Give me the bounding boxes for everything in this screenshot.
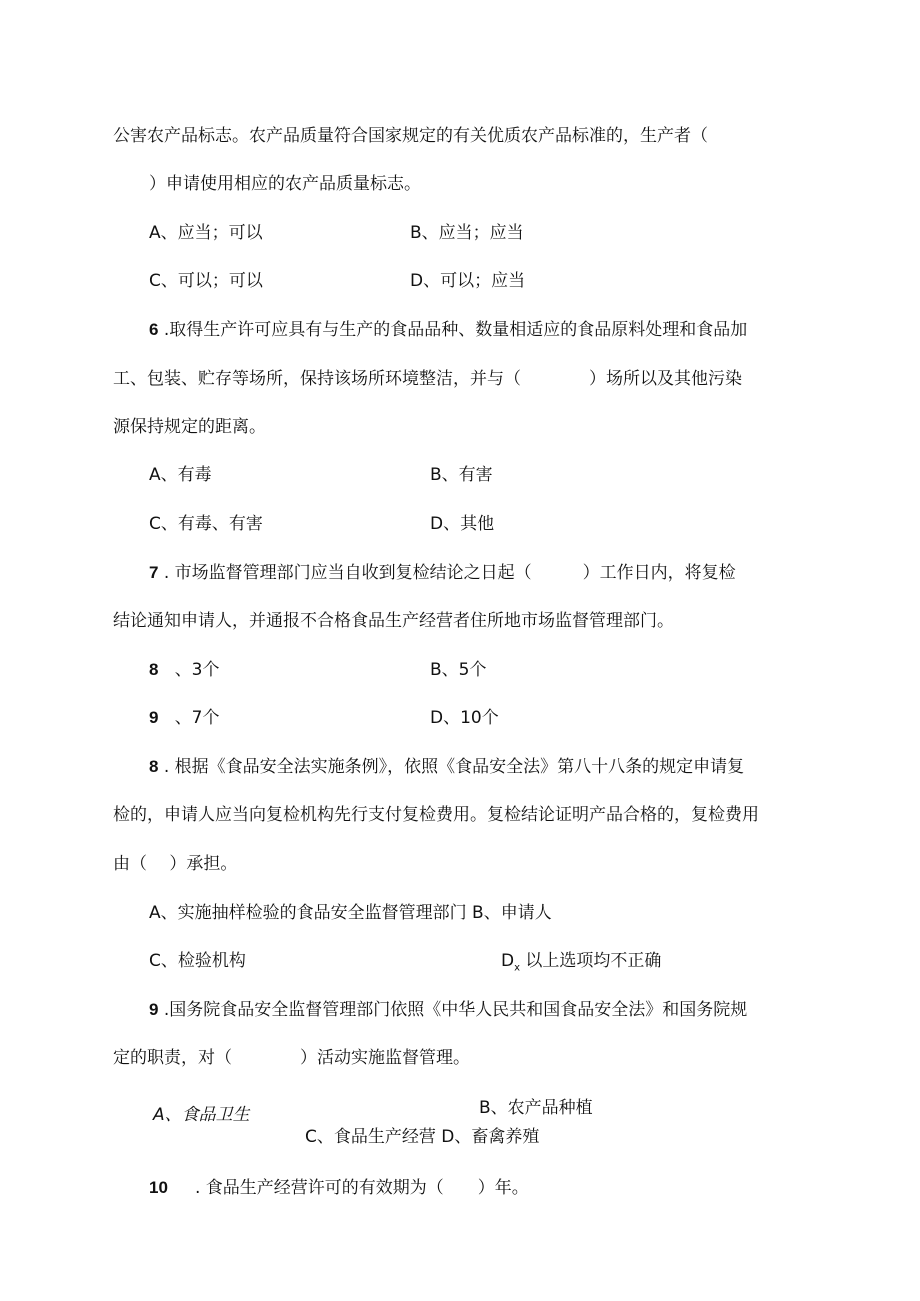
q10-text-1: . 食品生产经营许可的有效期为（ ）年。: [194, 1178, 529, 1198]
q9-line-1: [149, 998, 747, 1022]
q8-line-1: [149, 755, 744, 779]
q7-number: 7: [149, 563, 159, 582]
q8-option-a-b: A、实施抽样检验的食品安全监督管理部门 B、申请人: [149, 903, 552, 923]
q8-option-d: [501, 949, 661, 980]
q7-text-1: . 市场监督管理部门应当自收到复检结论之日起（ ）工作日内，将复检: [163, 563, 736, 583]
q8-text-1: . 根据《食品安全法实施条例》，依照《食品安全法》第八十八条的规定申请复: [163, 757, 745, 777]
q5-option-c: C、可以；可以: [149, 271, 263, 291]
q5-line-1: 公害农产品标志。农产品质量符合国家规定的有关优质农产品标准的，生产者（: [113, 126, 708, 146]
q8-line-3: 由（ ）承担。: [113, 854, 238, 874]
q7-option-c: [149, 706, 220, 730]
q7-option-b: B、5个: [430, 660, 487, 680]
q8-option-d-letter: D: [501, 951, 515, 971]
q8-option-c: C、检验机构: [149, 951, 246, 971]
q8-line-2: 检的，申请人应当向复检机构先行支付复检费用。复检结论证明产品合格的，复检费用: [113, 805, 759, 825]
q6-text-1: .取得生产许可应具有与生产的食品品种、数量相适应的食品原料处理和食品加: [163, 320, 748, 340]
q5-option-a: A、应当；可以: [149, 223, 263, 243]
q5-option-b: B、应当；应当: [410, 223, 524, 243]
q10-number: 10: [149, 1178, 168, 1197]
q6-number: 6: [149, 320, 159, 339]
q8-number: 8: [149, 757, 159, 776]
q9-text-1: .国务院食品安全监督管理部门依照《中华人民共和国食品安全法》和国务院规: [163, 1000, 748, 1020]
q7-option-c-text: 、7个: [174, 708, 220, 728]
q8-option-d-subscript: x: [514, 962, 521, 974]
q6-line-2: 工、包装、贮存等场所，保持该场所环境整洁，并与（ ）场所以及其他污染: [113, 369, 742, 389]
q9-option-b: B、农产品种植: [479, 1098, 593, 1118]
q9-option-a: A、食品卫生: [153, 1105, 250, 1125]
q7-option-c-number: 9: [149, 708, 159, 727]
q5-line-2: ）申请使用相应的农产品质量标志。: [149, 174, 421, 194]
q9-number: 9: [149, 1000, 159, 1019]
q7-line-1: [149, 561, 736, 585]
q9-line-2: 定的职责，对（ ）活动实施监督管理。: [113, 1048, 470, 1068]
q6-option-b: B、有害: [430, 465, 493, 485]
q6-line-1: [149, 318, 747, 342]
q6-option-d: D、其他: [430, 514, 495, 534]
q6-option-c: C、有毒、有害: [149, 514, 263, 534]
q5-option-d: D、可以；应当: [410, 271, 526, 291]
q6-line-3: 源保持规定的距离。: [113, 417, 266, 437]
q7-option-a-text: 、3个: [174, 660, 220, 680]
q7-option-a-number: 8: [149, 660, 159, 679]
q8-option-d-text: 以上选项均不正确: [520, 951, 662, 971]
q9-option-c-d: C、食品生产经营 D、畜禽养殖: [305, 1127, 540, 1147]
q10-line-1: [149, 1176, 529, 1200]
q7-option-d: D、10个: [430, 708, 499, 728]
q7-option-a: [149, 658, 220, 682]
q6-option-a: A、有毒: [149, 465, 212, 485]
q7-line-2: 结论通知申请人，并通报不合格食品生产经营者住所地市场监督管理部门。: [113, 611, 674, 631]
